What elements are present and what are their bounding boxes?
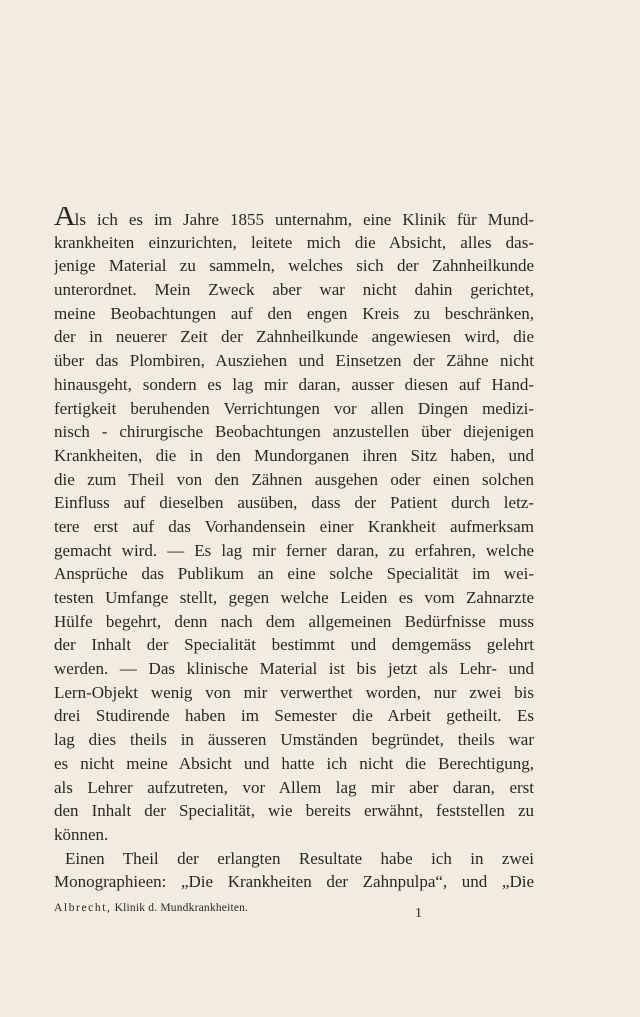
text-line: unterordnet. Mein Zweck aber war nicht dahin gerichtet, bbox=[54, 280, 534, 300]
text-line: lag dies theils in äusseren Umständen begründet, theils war bbox=[54, 730, 534, 750]
body-text bbox=[54, 207, 534, 894]
text-line: der in neuerer Zeit der Zahnheilkunde angewiesen wird, die bbox=[54, 327, 534, 347]
page-footer bbox=[54, 902, 534, 922]
text-line: Einen Theil der erlangten Resultate habe ich in zwei bbox=[65, 848, 534, 868]
text-line: tere erst auf das Vorhandensein einer Krankheit aufmerksam bbox=[54, 516, 534, 536]
text-line bbox=[54, 207, 534, 231]
text-line: die zum Theil von den Zähnen ausgehen oder einen solchen bbox=[54, 469, 534, 489]
text-line: nisch - chirurgische Beobachtungen anzustellen über diejenigen bbox=[54, 422, 534, 442]
text-line: fertigkeit beruhenden Verrichtungen vor allen Dingen medizi- bbox=[54, 398, 534, 418]
text-line: krankheiten einzurichten, leitete mich die Absicht, alles das- bbox=[54, 232, 534, 252]
text-line: als Lehrer aufzutreten, vor Allem lag mir aber daran, erst bbox=[54, 777, 534, 797]
text-line: jenige Material zu sammeln, welches sich der Zahnheilkunde bbox=[54, 256, 534, 276]
text-line: testen Umfange stellt, gegen welche Leiden es vom Zahnarzte bbox=[54, 588, 534, 607]
footer-author: Albrecht, bbox=[54, 902, 112, 914]
text-line: werden. — Das klinische Material ist bis jetzt als Lehr- und bbox=[54, 659, 534, 679]
text-line: meine Beobachtungen auf den engen Kreis zu beschränken, bbox=[54, 303, 534, 323]
text-line: drei Studirende haben im Semester die Arbeit getheilt. Es bbox=[54, 706, 534, 726]
footer-title: Klinik d. Mundkrankheiten. bbox=[114, 902, 249, 914]
text-line: über das Plombiren, Ausziehen und Einsetzen der Zähne nicht bbox=[54, 351, 534, 371]
text-line: können. bbox=[54, 824, 109, 844]
text-line: Ansprüche das Publikum an eine solche Specialität im wei- bbox=[54, 564, 534, 584]
running-footer bbox=[54, 902, 248, 914]
page-number: 1 bbox=[415, 906, 422, 921]
text-line: der Inhalt der Specialität bestimmt und demgemäss gelehrt bbox=[54, 635, 534, 655]
text-line: Monographieen: „Die Krankheiten der Zahnpulpa“, und „Die bbox=[54, 872, 534, 892]
text-line: Einfluss auf dieselben ausüben, dass der Patient durch letz- bbox=[54, 493, 534, 513]
text-line: es nicht meine Absicht und hatte ich nicht die Berechtigung, bbox=[54, 753, 534, 773]
text-line: hinausgeht, sondern es lag mir daran, ausser diesen auf Hand- bbox=[54, 374, 534, 394]
text-line: den Inhalt der Specialität, wie bereits erwähnt, feststellen zu bbox=[54, 801, 534, 821]
text-line: Lern-Objekt wenig von mir verwerthet worden, nur zwei bis bbox=[54, 682, 534, 702]
text-line: Krankheiten, die in den Mundorganen ihren Sitz haben, und bbox=[54, 445, 534, 465]
text-line: gemacht wird. — Es lag mir ferner daran, zu erfahren, welche bbox=[54, 540, 534, 560]
text-line-content: ls ich es im Jahre 1855 unternahm, eine Klinik für Mund- bbox=[74, 210, 534, 229]
text-line: Hülfe begehrt, denn nach dem allgemeinen Bedürfnisse muss bbox=[54, 611, 534, 631]
drop-cap: A bbox=[54, 207, 75, 231]
